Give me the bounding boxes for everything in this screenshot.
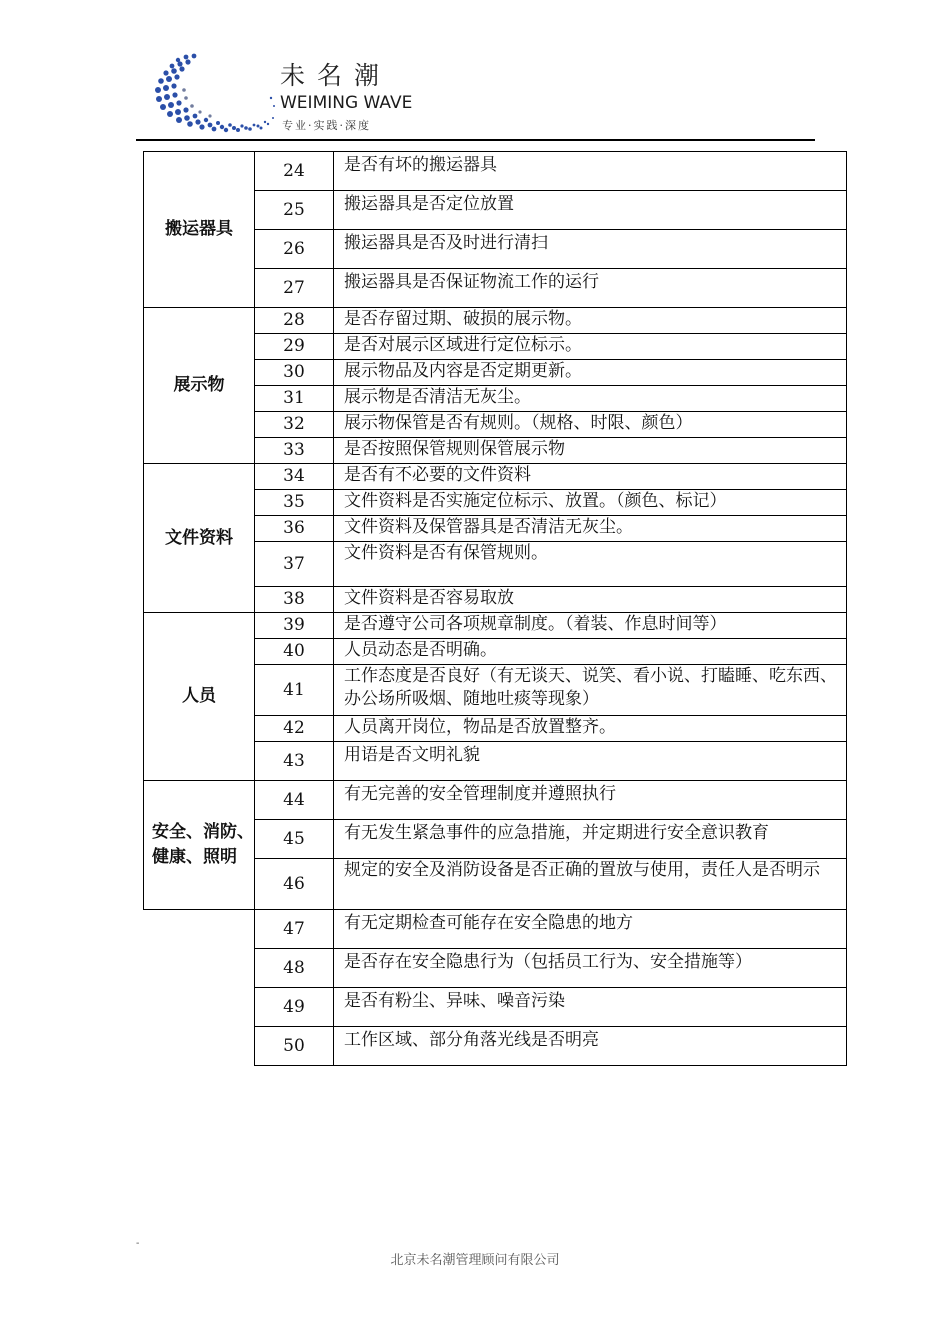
item-text: 文件资料是否有保管规则。 [334,542,847,587]
footer-dash: - [136,1238,140,1249]
empty-cell [144,1027,255,1066]
item-number: 30 [255,360,334,386]
brand-name-cn: 未名潮 [280,61,392,90]
table-row [144,152,847,191]
item-text: 是否存留过期、破损的展示物。 [334,308,847,334]
footer-company: 北京未名潮管理顾问有限公司 [390,1253,560,1268]
item-text: 规定的安全及消防设备是否正确的置放与使用，责任人是否明示 [334,859,847,910]
item-number: 25 [255,191,334,230]
table-row [144,464,847,490]
header-divider [136,139,815,141]
item-number: 33 [255,438,334,464]
item-number: 24 [255,152,334,191]
item-number: 28 [255,308,334,334]
item-text: 工作态度是否良好（有无谈天、说笑、看小说、打瞌睡、吃东西、办公场所吸烟、随地吐痰等现象） [334,665,847,716]
item-text: 文件资料及保管器具是否清洁无灰尘。 [334,516,847,542]
empty-cell [144,949,255,988]
brand-name-en: WEIMING WAVE [280,93,413,113]
item-number: 36 [255,516,334,542]
item-text: 搬运器具是否定位放置 [334,191,847,230]
item-number: 48 [255,949,334,988]
item-text: 人员离开岗位，物品是否放置整齐。 [334,716,847,742]
item-number: 43 [255,742,334,781]
table-row [144,910,847,949]
empty-cell [144,988,255,1027]
table-row [144,949,847,988]
item-number: 37 [255,542,334,587]
item-text: 是否有坏的搬运器具 [334,152,847,191]
item-text: 展示物品及内容是否定期更新。 [334,360,847,386]
item-text: 是否有不必要的文件资料 [334,464,847,490]
item-number: 32 [255,412,334,438]
item-number: 35 [255,490,334,516]
category-cell: 人员 [144,613,255,781]
inspection-checklist-table [143,151,847,1066]
item-text: 是否对展示区域进行定位标示。 [334,334,847,360]
category-cell: 展示物 [144,308,255,464]
item-text: 文件资料是否容易取放 [334,587,847,613]
table-row [144,308,847,334]
item-number: 40 [255,639,334,665]
page-header [0,0,950,145]
item-text: 是否存在安全隐患行为（包括员工行为、安全措施等） [334,949,847,988]
item-number: 41 [255,665,334,716]
empty-cell [144,910,255,949]
item-text: 工作区域、部分角落光线是否明亮 [334,1027,847,1066]
item-number: 44 [255,781,334,820]
item-number: 38 [255,587,334,613]
table-row [144,988,847,1027]
item-text: 人员动态是否明确。 [334,639,847,665]
brand-slogan: 专业·实践·深度 [282,119,371,132]
item-text: 有无发生紧急事件的应急措施，并定期进行安全意识教育 [334,820,847,859]
wave-logo-icon [148,50,278,135]
item-number: 26 [255,230,334,269]
item-text: 搬运器具是否保证物流工作的运行 [334,269,847,308]
item-number: 31 [255,386,334,412]
item-text: 是否遵守公司各项规章制度。（着装、作息时间等） [334,613,847,639]
item-number: 50 [255,1027,334,1066]
category-cell: 搬运器具 [144,152,255,308]
item-text: 是否按照保管规则保管展示物 [334,438,847,464]
item-text: 展示物保管是否有规则。（规格、时限、颜色） [334,412,847,438]
item-text: 有无定期检查可能存在安全隐患的地方 [334,910,847,949]
item-text: 是否有粉尘、异味、噪音污染 [334,988,847,1027]
table-row [144,1027,847,1066]
item-number: 29 [255,334,334,360]
category-cell: 安全、消防、健康、照明 [144,781,255,910]
item-number: 47 [255,910,334,949]
item-number: 42 [255,716,334,742]
item-number: 49 [255,988,334,1027]
item-text: 搬运器具是否及时进行清扫 [334,230,847,269]
item-number: 27 [255,269,334,308]
item-text: 展示物是否清洁无灰尘。 [334,386,847,412]
category-cell: 文件资料 [144,464,255,613]
item-number: 46 [255,859,334,910]
item-number: 34 [255,464,334,490]
item-number: 39 [255,613,334,639]
item-number: 45 [255,820,334,859]
item-text: 有无完善的安全管理制度并遵照执行 [334,781,847,820]
item-text: 文件资料是否实施定位标示、放置。（颜色、标记） [334,490,847,516]
table-row [144,613,847,639]
table-row [144,781,847,820]
item-text: 用语是否文明礼貌 [334,742,847,781]
